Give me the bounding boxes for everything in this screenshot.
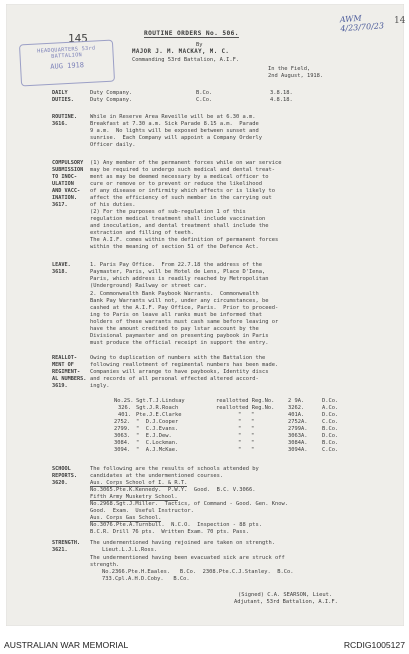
strength-line: The undermentioned having been evacuated sick are struck off: [90, 555, 285, 561]
leave-line: holders of these warrants must cash same before leaving or: [90, 319, 279, 325]
duty-role-2: Duty Company.: [90, 97, 133, 103]
school-heading: Aus. Corps School of I. & R.T.: [90, 480, 188, 486]
duty-date-1: 3.8.18.: [270, 90, 293, 96]
by-line: By: [196, 42, 203, 48]
leave-line: 1. Paris Pay Office. From 22.7.18 the address of the: [90, 262, 263, 268]
leave-line: ing to Paris on leave all ranks must be informed that: [90, 312, 263, 318]
strength-line: 733.Cpl.A.H.D.Coby. B.Co.: [102, 576, 190, 582]
reallotment-line: ingly.: [90, 383, 110, 389]
schools-line: candidates at the undermentioned courses.: [90, 473, 224, 479]
duty-date-2: 4.8.18.: [270, 97, 293, 103]
archive-footer: [0, 636, 409, 654]
reallotment-number: 3619.: [52, 383, 68, 389]
orders-title: ROUTINE ORDERS No. 506.: [144, 30, 239, 37]
schools-label: SCHOOL: [52, 466, 71, 472]
leave-line: Bank Pay Warrants will not, under any circumstances, be: [90, 298, 269, 304]
schools-line: No.2968.Sgt.J.Miller. Tactics, of Command - Good. Gen. Know.: [90, 501, 288, 507]
leave-line: Divisional paymaster and on presenting paybook in Paris: [90, 333, 269, 339]
duty-role-1: Duty Company.: [90, 90, 133, 96]
compulsory-line: within the meaning of section 51 of the Defence Act.: [90, 244, 259, 250]
renumber-coy: A.Co.: [322, 405, 339, 411]
schools-line: No.3076.Pte.A.Turnbull. N.C.O. Inspection - 88 pts.: [90, 522, 263, 528]
renumber-coy: C.Co.: [322, 447, 339, 453]
renumber-coy: B.Co.: [322, 440, 339, 446]
compulsory-label: COMPULSORY: [52, 160, 84, 166]
stamp-text: HEADQUARTERS 53rd BATTALION: [37, 45, 96, 60]
school-heading: Aus. Corps Gas School.: [90, 515, 162, 521]
reallotment-line: following reallotment of regimental numbers has been made.: [90, 362, 279, 368]
renumber-name: Pte.J.E.Clarke: [136, 412, 182, 418]
renumber-name: " A.J.McKae.: [136, 447, 179, 453]
renumber-new: 3094A.: [288, 447, 308, 453]
renumber-coy: D.Co.: [322, 412, 339, 418]
record-id: RCDIG1005127: [343, 640, 405, 650]
compulsory-line: cure or remove or to prevent or reduce the likelihood: [90, 181, 263, 187]
reallotment-line: and records of all personal effected altered accord-: [90, 376, 259, 382]
leave-line: cashed at the A.I.F. Pay Office, Paris. Prior to proceed-: [90, 305, 279, 311]
routine-line: Breakfast at 7.30 a.m. Sick Parade 8.15 a.m. Parade: [90, 121, 259, 127]
leave-line: have the amount credited to pay lstar account by the: [90, 326, 259, 332]
renumber-action: reallotted Reg.No.: [216, 405, 275, 411]
compulsory-label: TO INOC-: [52, 174, 77, 180]
renumber-action: " ": [238, 412, 255, 418]
compulsory-number: 3617.: [52, 202, 68, 208]
schools-number: 3620.: [52, 480, 68, 486]
compulsory-line: ment as may be deemed necessary by a medical officer to: [90, 174, 269, 180]
schools-line: No.3065.Pte.K.Kennedy. P.W.Y. Good. B.C. V.3066.: [90, 487, 256, 493]
routine-number: 3616.: [52, 121, 68, 127]
leave-line: must produce the official receipt in support the entry.: [90, 340, 269, 346]
compulsory-label: INATION.: [52, 195, 77, 201]
renumber-old: 3094.: [114, 447, 131, 453]
compulsory-line: The A.I.F. comes within the definition of permanent forces: [90, 237, 279, 243]
signature-line: (Signed) C.A. SEARSON, Lieut.: [238, 592, 333, 598]
strength-number: 3621.: [52, 547, 68, 553]
routine-line: While in Reserve Area Reveille will be at 6.30 a.m.: [90, 114, 256, 120]
renumber-coy: D.Co.: [322, 398, 339, 404]
strength-line: The undermentioned having rejoined are taken on strength.: [90, 540, 275, 546]
renumber-name: " C.Lockman.: [136, 440, 179, 446]
renumber-coy: C.Co.: [322, 419, 339, 425]
institution-name: AUSTRALIAN WAR MEMORIAL: [4, 640, 129, 650]
routine-line: 9 a.m. No lights will be exposed between sunset and: [90, 128, 259, 134]
duty-company-1: B.Co.: [196, 90, 213, 96]
renumber-new: 3063A.: [288, 433, 308, 439]
compulsory-line: of his duties.: [90, 202, 136, 208]
routine-label: ROUTINE.: [52, 114, 77, 120]
leave-label: LEAVE.: [52, 262, 71, 268]
strength-label: STRENGTH.: [52, 540, 81, 546]
leave-line: Paris, which address is readily reached by Metropolitan: [90, 276, 269, 282]
renumber-old: 2752.: [114, 419, 131, 425]
renumber-old: 401.: [118, 412, 131, 418]
battalion-stamp: [19, 40, 115, 87]
compulsory-line: of any disease or infirmity which affects or is likely to: [90, 188, 275, 194]
compulsory-label: ULATION: [52, 181, 74, 187]
reallotment-label: REALLOT-: [52, 355, 77, 361]
handwritten-reference: AWM 4/23/70/23: [339, 13, 385, 34]
routine-line: sunrise. Each Company will appoint a Company Orderly: [90, 135, 263, 141]
reallotment-label: MENT OF: [52, 362, 74, 368]
renumber-action: " ": [238, 433, 255, 439]
renumber-name: " E.J.Dew.: [136, 433, 172, 439]
compulsory-line: and inoculation, and dental treatment shall include the: [90, 223, 269, 229]
reallotment-line: Owing to duplication of numbers with the Battalion the: [90, 355, 266, 361]
leave-line: Paymaster, Paris, will be Hotel de Lens, Place D'Iena,: [90, 269, 266, 275]
commanding-line: Commanding 53rd Battalion, A.I.F.: [132, 57, 240, 63]
renumber-coy: D.Co.: [322, 433, 339, 439]
duties-label-1: DAILY: [52, 90, 68, 96]
schools-line: The following are the results of schools attended by: [90, 466, 259, 472]
renumber-action: " ": [238, 419, 255, 425]
renumber-new: 2 9A.: [288, 398, 305, 404]
leave-line: 2. Commonwealth Bank Paybook Warrants. Commonwealth: [90, 291, 259, 297]
renumber-name: Sgt.J.R.Roach: [136, 405, 179, 411]
routine-line: Officer daily.: [90, 142, 136, 148]
schools-line: Good. Exam. Useful Instructor.: [90, 508, 194, 514]
schools-label: REPORTS.: [52, 473, 77, 479]
compulsory-line: regulation medical treatment shall include vaccination: [90, 216, 266, 222]
renumber-name: " C.J.Evans.: [136, 426, 179, 432]
strength-line: No.2366.Pte.H.Eaales. B.Co. 2308.Pte.C.J.Stanley. B.Co.: [102, 569, 294, 575]
page-number: 145: [68, 32, 88, 45]
schools-line: B.C.R. Drill 76 pts. Written Exam. 70 pts. Pass.: [90, 529, 250, 535]
reallotment-label: REGIMENT-: [52, 369, 81, 375]
renumber-old: No.2S.: [114, 398, 134, 404]
renumber-name: " D.J.Cooper: [136, 419, 179, 425]
renumber-action: " ": [238, 440, 255, 446]
renumber-action: reallotted Reg.No.: [216, 398, 275, 404]
compulsory-label: SUBMISSION: [52, 167, 84, 173]
renumber-new: 401A.: [288, 412, 305, 418]
document-page: [6, 4, 404, 626]
renumber-old: 3063.: [114, 433, 131, 439]
strength-line: strength.: [90, 562, 120, 568]
commander-name: MAJOR J. M. MACKAY, M. C.: [132, 49, 230, 55]
place-line: In the Field,: [268, 66, 311, 72]
renumber-new: 2752A.: [288, 419, 308, 425]
signature-role: Adjutant, 53rd Battalion, A.I.F.: [234, 599, 338, 605]
strength-line: Lieut.L.J.L.Ross.: [102, 547, 158, 553]
renumber-action: " ": [238, 447, 255, 453]
stamp-date: AUG 1918: [50, 61, 85, 71]
renumber-new: 3084A.: [288, 440, 308, 446]
reallotment-line: Companies will arrange to have paybooks, Identity discs: [90, 369, 269, 375]
renumber-name: Sgt.T.J.Lindsay: [136, 398, 185, 404]
compulsory-label: AND VACC-: [52, 188, 81, 194]
leave-line: (Underground) Railway or street car.: [90, 283, 207, 289]
renumber-old: 3084.: [114, 440, 131, 446]
school-heading: Fifth Army Musketry School.: [90, 494, 178, 500]
duty-company-2: C.Co.: [196, 97, 213, 103]
renumber-old: 326.: [118, 405, 131, 411]
renumber-new: 2799A.: [288, 426, 308, 432]
renumber-action: " ": [238, 426, 255, 432]
renumber-old: 2799.: [114, 426, 131, 432]
handwritten-number: 14: [394, 16, 406, 26]
compulsory-line: affect the efficiency of such member in the carrying out: [90, 195, 272, 201]
date-line: 2nd August, 1918.: [268, 73, 324, 79]
compulsory-line: extraction and filling of teeth.: [90, 230, 194, 236]
duties-label-2: DUTIES.: [52, 97, 74, 103]
reallotment-label: AL NUMBERS.: [52, 376, 87, 382]
compulsory-line: may be required to undergo such medical and dental treat-: [90, 167, 275, 173]
compulsory-line: (1) Any member of the permanent forces while on war service: [90, 160, 282, 166]
renumber-new: 3262.: [288, 405, 305, 411]
compulsory-line: (2) For the purposes of sub-regulation 1 of this: [90, 209, 246, 215]
renumber-coy: B.Co.: [322, 426, 339, 432]
leave-number: 3618.: [52, 269, 68, 275]
